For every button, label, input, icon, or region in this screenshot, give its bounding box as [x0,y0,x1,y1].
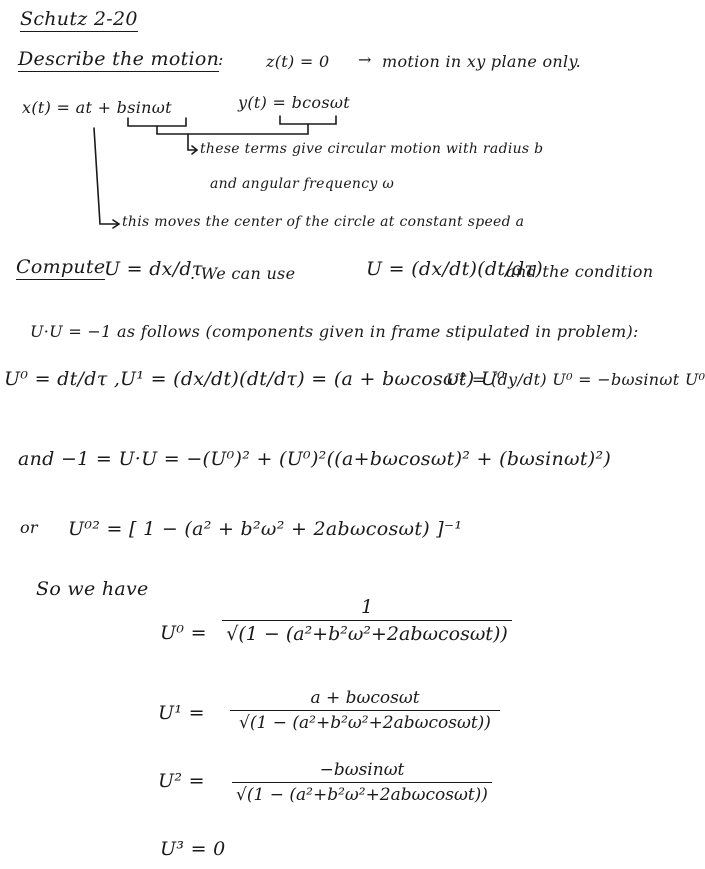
result-u3: U³ = 0 [160,838,226,860]
note-angular-frequency: and angular frequency ω [210,176,395,192]
describe-colon: : [218,50,224,69]
arrow-icon: → [358,50,372,69]
describe-label: Describe the motion [18,48,220,70]
so-we-have: So we have [36,578,149,600]
compute-label: Compute [16,256,106,278]
result-u1-fraction [230,688,500,733]
normalization-line: and −1 = U·U = −(U⁰)² + (U⁰)²((a+bωcosωt)² + (bωsinωt)²) [18,448,612,470]
compute-expr: U = dx/dτ [104,258,203,280]
component-u0: U⁰ = dt/dτ , [4,368,121,390]
compute-sep: . We can use [190,264,296,283]
result-u0-lhs: U⁰ = [160,622,207,644]
note-circular-motion: these terms give circular motion with radius b [200,141,544,157]
result-u0-denominator: √(1 − (a²+b²ω²+2abωcosωt)) [226,623,508,645]
z-condition: z(t) = 0 [266,52,330,71]
component-u1: U¹ = (dx/dt)(dt/dτ) = (a + bωcosωt) U⁰ [120,368,506,390]
result-u2-fraction [232,760,492,805]
describe-result: motion in xy plane only. [382,52,582,71]
equation-x: x(t) = at + bsinωt [22,98,172,117]
compute-tail: and the condition [506,262,654,281]
result-u1-denominator: √(1 − (a²+b²ω²+2abωcosωt)) [239,713,491,733]
compute-expr2: U = (dx/dt)(dt/dτ) [366,258,544,280]
result-u0-fraction [222,596,512,645]
result-u2-numerator: −bωsinωt [232,760,492,783]
page-title: Schutz 2-20 [20,8,138,30]
result-u0-numerator: 1 [222,596,512,621]
condition-line: U·U = −1 as follows (components given in frame stipulated in problem): [30,322,639,341]
result-u2-denominator: √(1 − (a²+b²ω²+2abωcosωt)) [236,785,488,805]
or-prefix: or [20,518,38,537]
equation-y: y(t) = bcosωt [238,93,350,112]
result-u1-lhs: U¹ = [158,702,205,724]
component-u2: U² = (dy/dt) U⁰ = −bωsinωt U⁰ [446,370,705,389]
result-u1-numerator: a + bωcosωt [230,688,500,711]
note-center-motion: this moves the center of the circle at constant speed a [122,214,525,230]
result-u2-lhs: U² = [158,770,205,792]
u0-squared-expr: U⁰² = [ 1 − (a² + b²ω² + 2abωcosωt) ]⁻¹ [68,518,463,540]
